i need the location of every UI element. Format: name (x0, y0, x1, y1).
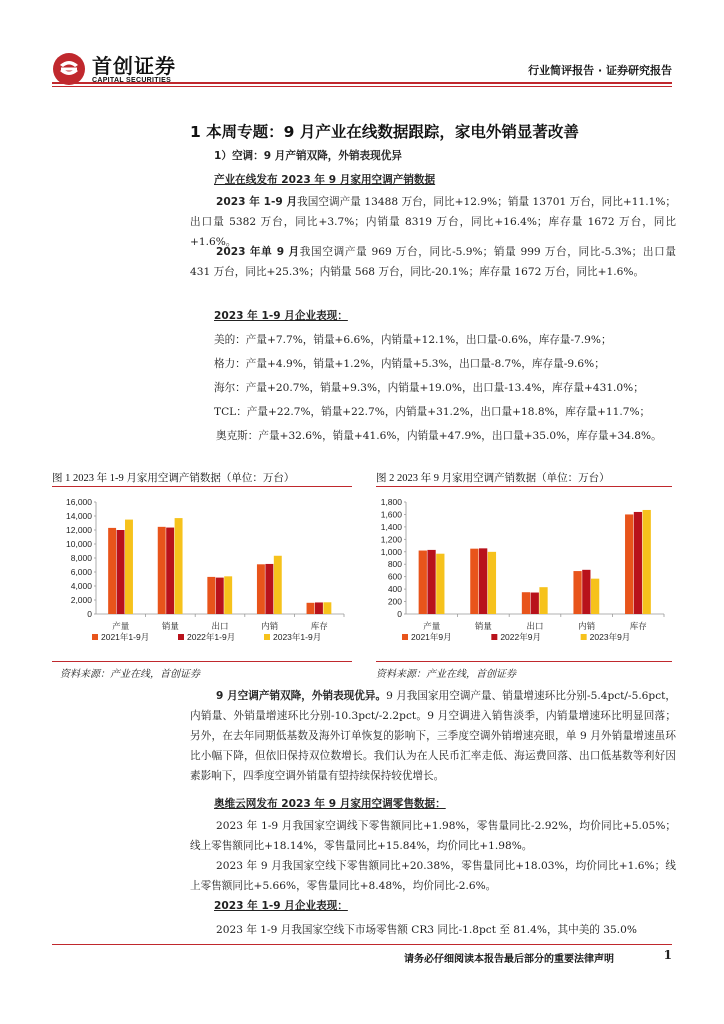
bar-2022年1-9月-出口 (216, 578, 224, 614)
company-line-gree: 格力：产量+4.9%，销量+1.2%，内销量+5.3%，出口量-8.7%，库存量-9.6%； (214, 358, 605, 370)
legend-label: 2021年1-9月 (101, 632, 150, 642)
header-divider (52, 82, 672, 84)
bar-2023年1-9月-内销 (274, 556, 282, 614)
logo-english-name: CAPITAL SECURITIES (92, 76, 172, 84)
paragraph-september-text: 我国空调产量 969 万台，同比-5.9%；销量 999 万台，同比-5.3%；出口量 431 万台，同比+25.3%；内销量 568 万台，同比-20.1%；库存量 1672 万台，同比+1.6%。 (190, 246, 676, 278)
legend-swatch (491, 634, 497, 640)
legend-label: 2022年1-9月 (187, 632, 236, 642)
y-tick-label: 1,600 (380, 509, 402, 520)
x-category-label: 出口 (526, 621, 544, 631)
figure-1-top-rule (52, 486, 352, 487)
x-category-label: 销量 (474, 621, 492, 631)
x-category-label: 库存 (310, 621, 328, 631)
bar-2021年1-9月-产量 (108, 528, 116, 614)
y-tick-label: 400 (387, 584, 402, 595)
bar-2021年9月-库存 (625, 514, 633, 614)
paragraph-september-data (190, 242, 676, 282)
bar-2021年1-9月-内销 (257, 564, 265, 614)
y-tick-label: 1,800 (380, 497, 402, 507)
retail-company-heading (214, 896, 700, 916)
release-heading (214, 170, 700, 190)
bar-2022年1-9月-内销 (265, 564, 273, 614)
bar-2021年9月-产量 (419, 551, 427, 614)
company-performance-heading-text: 2023 年 1-9 月企业表现： (214, 310, 348, 322)
y-tick-label: 10,000 (66, 539, 92, 549)
y-tick-label: 1,400 (380, 521, 402, 532)
company-line-haier: 海尔：产量+20.7%，销量+9.3%，内销量+19.0%，出口量-13.4%，库存量+431.0%； (214, 382, 644, 394)
bar-2022年9月-出口 (531, 593, 539, 614)
company-logo (52, 52, 176, 86)
figure-2-bottom-rule (376, 661, 672, 662)
y-tick-label: 12,000 (66, 525, 92, 535)
paragraph-analysis (190, 686, 676, 786)
figure-2-top-rule (376, 486, 672, 487)
header-divider-thin (52, 86, 672, 87)
y-tick-label: 1,200 (380, 534, 402, 545)
bar-2021年9月-内销 (573, 571, 581, 614)
paragraph-retail-ytd: 2023 年 1-9 月我国家空调线下零售额同比+1.98%，零售量同比-2.92%，均价同比+5.05%；线上零售额同比+18.14%，零售量同比+15.84%，均价同比+1.98%。 (190, 820, 676, 852)
legend-swatch (264, 634, 270, 640)
bar-2023年1-9月-库存 (323, 602, 331, 614)
y-tick-label: 16,000 (66, 497, 92, 507)
bar-2022年9月-内销 (582, 570, 590, 614)
legend-label: 2023年9月 (589, 632, 631, 642)
retail-company-heading-text: 2023 年 1-9 月企业表现： (214, 900, 348, 912)
company-line-aux: 奥克斯：产量+32.6%，销量+41.6%，内销量+47.9%，出口量+35.0%，库存量+34.8%。 (216, 430, 662, 442)
bar-2023年1-9月-产量 (125, 520, 133, 614)
company-line-midea: 美的：产量+7.7%，销量+6.6%，内销量+12.1%，出口量-0.6%，库存量-7.9%； (214, 334, 612, 346)
paragraph-ytd-text: 我国空调产量 13488 万台，同比+12.9%；销量 13701 万台，同比+11.1%；出口量 5382 万台，同比+3.7%；内销量 8319 万台，同比+16.4%；库存量 1672 万台，同比+1.6%。 (190, 196, 676, 248)
y-tick-label: 4,000 (70, 581, 92, 591)
bar-2022年1-9月-销量 (166, 528, 174, 614)
bar-2021年1-9月-出口 (207, 577, 215, 614)
bar-2021年1-9月-库存 (307, 603, 315, 614)
bar-2022年9月-产量 (427, 550, 435, 614)
paragraph-september-lead: 2023 年单 9 月 (216, 246, 300, 258)
y-tick-label: 8,000 (70, 553, 92, 563)
bar-2023年9月-内销 (591, 579, 599, 614)
legend-swatch (92, 634, 98, 640)
bar-2023年1-9月-出口 (224, 576, 232, 614)
y-tick-label: 800 (387, 559, 402, 570)
figure-1-source: 资料来源：产业在线，首创证券 (60, 669, 200, 680)
y-tick-label: 2,000 (70, 595, 92, 605)
report-type: 行业简评报告 · 证券研究报告 (528, 64, 672, 77)
legend-label: 2023年1-9月 (273, 632, 322, 642)
bar-2023年9月-库存 (643, 510, 651, 614)
x-category-label: 内销 (261, 621, 279, 631)
subsection-heading: 1）空调：9 月产销双降，外销表现优异 (214, 150, 402, 162)
x-category-label: 产量 (112, 621, 130, 631)
bar-2023年9月-出口 (539, 587, 547, 614)
chart-2 (376, 492, 672, 658)
bar-2023年9月-销量 (488, 552, 496, 614)
figure-2-title: 图 2 2023 年 9 月家用空调产销数据（单位：万台） (376, 473, 610, 484)
x-category-label: 销量 (161, 621, 179, 631)
retail-release-heading-text: 奥维云网发布 2023 年 9 月家用空调零售数据： (214, 798, 446, 810)
bar-2023年1-9月-销量 (175, 518, 183, 614)
y-tick-label: 14,000 (66, 511, 92, 521)
x-category-label: 内销 (578, 621, 596, 631)
x-category-label: 出口 (211, 621, 229, 631)
release-heading-text: 产业在线发布 2023 年 9 月家用空调产销数据 (214, 174, 436, 186)
bar-2021年9月-销量 (470, 549, 478, 614)
x-category-label: 库存 (629, 621, 647, 631)
legend-label: 2022年9月 (500, 632, 541, 642)
y-tick-label: 0 (397, 609, 402, 619)
x-category-label: 产量 (423, 621, 441, 631)
y-tick-label: 1,000 (380, 546, 402, 557)
legend-swatch (402, 634, 408, 640)
paragraph-market-share: 2023 年 1-9 月我国家空线下市场零售额 CR3 同比-1.8pct 至 81.4%，其中美的 35.0% (216, 924, 637, 936)
capital-securities-logo-icon (52, 52, 86, 86)
bar-2022年9月-库存 (634, 512, 642, 614)
footer-divider (52, 944, 672, 945)
bar-2021年1-9月-销量 (158, 527, 166, 614)
legend-swatch (178, 634, 184, 640)
figure-1-title: 图 1 2023 年 1-9 月家用空调产销数据（单位：万台） (52, 473, 295, 484)
bar-2023年9月-产量 (436, 554, 444, 614)
bar-2022年9月-销量 (479, 548, 487, 614)
bar-2022年1-9月-库存 (315, 602, 323, 614)
bar-2021年9月-出口 (522, 592, 530, 614)
y-tick-label: 600 (387, 571, 402, 582)
legend-swatch (581, 634, 587, 640)
retail-release-heading (214, 794, 700, 814)
logo-chinese-name: 首创证券 (92, 53, 176, 78)
company-line-tcl: TCL：产量+22.7%，销量+22.7%，内销量+31.2%，出口量+18.8%，库存量+11.7%； (214, 406, 651, 418)
legal-disclaimer: 请务必仔细阅读本报告最后部分的重要法律声明 (404, 954, 614, 965)
y-tick-label: 0 (87, 609, 92, 619)
section-title: 1 本周专题：9 月产业在线数据跟踪，家电外销显著改善 (190, 123, 579, 141)
y-tick-label: 6,000 (70, 567, 92, 577)
chart-1 (52, 492, 352, 658)
paragraph-retail-september: 2023 年 9 月我国家空线下零售额同比+20.38%，零售量同比+18.03%，均价同比+1.6%；线上零售额同比+5.66%，零售量同比+8.48%，均价同比-2.6%。 (190, 860, 676, 892)
y-tick-label: 200 (387, 596, 402, 607)
legend-label: 2021年9月 (411, 632, 452, 642)
paragraph-analysis-text: 9 月我国家用空调产量、销量增速环比分别-5.4pct/-5.6pct，内销量、外销量增速环比分别-10.3pct/-2.2pct。9 月空调进入销售淡季，内销量增速环比明显回落；另外，在去年同期低基数及海外订单恢复的影响下，三季度空调外销增速亮眼，单 9 月外销量增速虽环比小幅下降，但依旧保持双位数增长。我们认为在人民币汇率走低、海运费回落、出口低基数等利好因素影响下，四季度空调外销量有望持续保持较优增长。 (190, 690, 676, 782)
paragraph-analysis-lead: 9 月空调产销双降，外销表现优异。 (216, 690, 387, 702)
figure-2-source: 资料来源：产业在线，首创证券 (376, 669, 516, 680)
page-number: 1 (663, 948, 672, 962)
bar-2022年1-9月-产量 (117, 530, 125, 614)
paragraph-ytd-lead: 2023 年 1-9 月 (216, 196, 298, 208)
figure-1-bottom-rule (52, 661, 352, 662)
company-performance-heading (214, 306, 700, 326)
